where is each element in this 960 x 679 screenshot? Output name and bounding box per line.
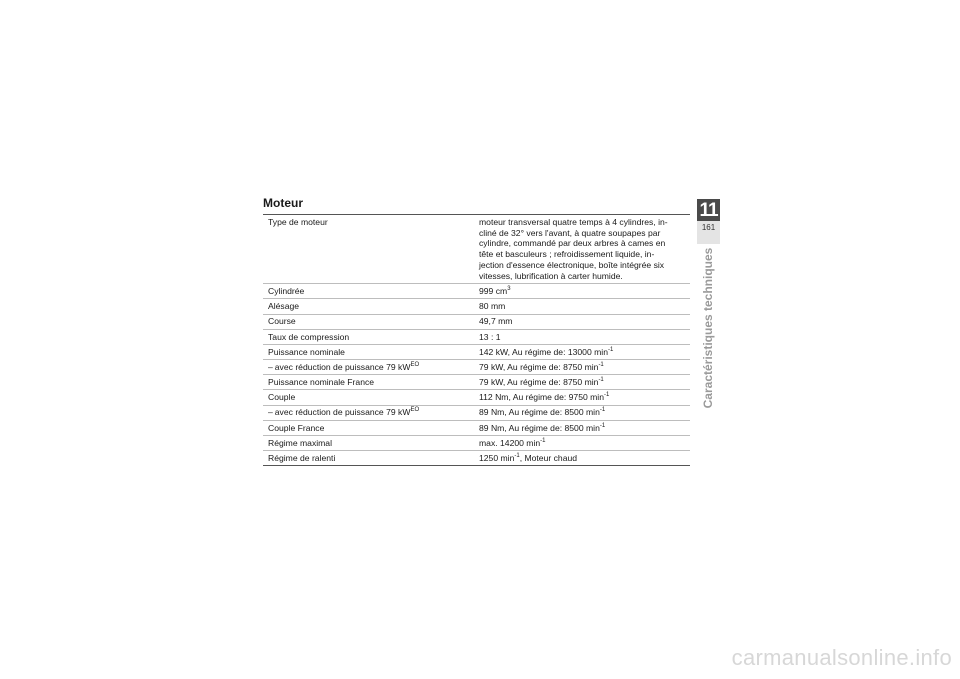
spec-value-exponent: -1	[540, 437, 546, 444]
spec-value-exponent: -1	[599, 407, 606, 414]
spec-value-suffix: , Moteur chaud	[519, 453, 578, 464]
engine-spec-table	[263, 214, 690, 466]
spec-value	[479, 451, 690, 466]
spec-value-line: cylindre, commandé par deux arbres à cames en	[479, 238, 666, 249]
spec-label: Taux de compression	[263, 329, 479, 344]
spec-value	[479, 284, 690, 299]
table-row	[263, 375, 690, 390]
table-row	[263, 420, 690, 435]
spec-value-text: 112 Nm, Au régime de: 9750 min	[479, 392, 604, 403]
table-row	[263, 405, 690, 420]
table-row	[263, 390, 690, 405]
spec-label: Puissance nominale France	[263, 375, 479, 390]
spec-label: Couple	[263, 390, 479, 405]
spec-value: 13 : 1	[479, 329, 690, 344]
sub-item-dash: –	[268, 361, 273, 372]
spec-value	[479, 375, 690, 390]
spec-value-line: moteur transversal quatre temps à 4 cylindres, in-	[479, 216, 668, 227]
spec-value-text: 79 kW, Au régime de: 8750 min	[479, 377, 599, 388]
page-number: 161	[701, 223, 716, 232]
spec-value-exponent: -1	[599, 422, 606, 429]
spec-label: Type de moteur	[263, 215, 479, 284]
spec-label: Puissance nominale	[263, 344, 479, 359]
spec-value-line: vitesses, lubrification à carter humide.	[479, 270, 623, 281]
spec-value	[479, 436, 690, 451]
spec-value-exponent: -1	[514, 453, 520, 460]
spec-label-text: avec réduction de puissance 79 kW	[274, 407, 411, 418]
table-row	[263, 284, 690, 299]
site-watermark: carmanualsonline.info	[731, 645, 952, 670]
spec-value-text: 1250 min	[479, 453, 515, 464]
table-row	[263, 360, 690, 375]
spec-value: 80 mm	[479, 299, 690, 314]
spec-value-line: jection d'essence électronique, boîte intégrée six	[479, 259, 665, 270]
spec-value-exponent: -1	[604, 392, 610, 399]
table-row	[263, 329, 690, 344]
table-row	[263, 344, 690, 359]
table-row	[263, 299, 690, 314]
spec-label: Couple France	[263, 420, 479, 435]
chapter-tab	[697, 199, 720, 244]
table-row	[263, 436, 690, 451]
table-row	[263, 215, 690, 284]
spec-label	[263, 360, 479, 375]
spec-value-text: 89 Nm, Au régime de: 8500 min	[479, 407, 600, 418]
spec-value-text: 142 kW, Au régime de: 13000 min	[479, 346, 608, 357]
spec-value	[479, 405, 690, 420]
spec-label: Régime de ralenti	[263, 451, 479, 466]
spec-label: Régime maximal	[263, 436, 479, 451]
table-row	[263, 314, 690, 329]
chapter-number: 11	[699, 200, 718, 221]
spec-value-line: cliné de 32° vers l'avant, à quatre soupapes par	[479, 227, 661, 238]
spec-label	[263, 405, 479, 420]
spec-label-sup: EO	[410, 361, 420, 368]
table-row	[263, 451, 690, 466]
spec-value-text: max. 14200 min	[479, 437, 541, 448]
spec-value-text: 999 cm	[479, 285, 508, 296]
spec-value	[479, 360, 690, 375]
spec-value-text: 79 kW, Au régime de: 8750 min	[479, 361, 599, 372]
section-title: Moteur	[263, 196, 303, 210]
spec-value-text: 89 Nm, Au régime de: 8500 min	[479, 422, 600, 433]
spec-label-sup: EO	[410, 407, 420, 414]
spec-value-exponent: 3	[507, 285, 511, 292]
spec-value	[479, 420, 690, 435]
spec-label: Alésage	[263, 299, 479, 314]
spec-value-exponent: -1	[598, 361, 604, 368]
spec-value-exponent: -1	[598, 377, 604, 384]
spec-label: Cylindrée	[263, 284, 479, 299]
spec-value: 49,7 mm	[479, 314, 690, 329]
spec-label-text: avec réduction de puissance 79 kW	[274, 361, 411, 372]
sub-item-dash: –	[268, 407, 273, 418]
spec-value	[479, 390, 690, 405]
chapter-side-title: Caractéristiques techniques	[701, 247, 715, 409]
spec-value	[479, 215, 690, 284]
spec-value-exponent: -1	[607, 346, 614, 353]
spec-label: Course	[263, 314, 479, 329]
spec-value	[479, 344, 690, 359]
spec-value-line: tête et basculeurs ; refroidissement liquide, in-	[479, 249, 655, 260]
